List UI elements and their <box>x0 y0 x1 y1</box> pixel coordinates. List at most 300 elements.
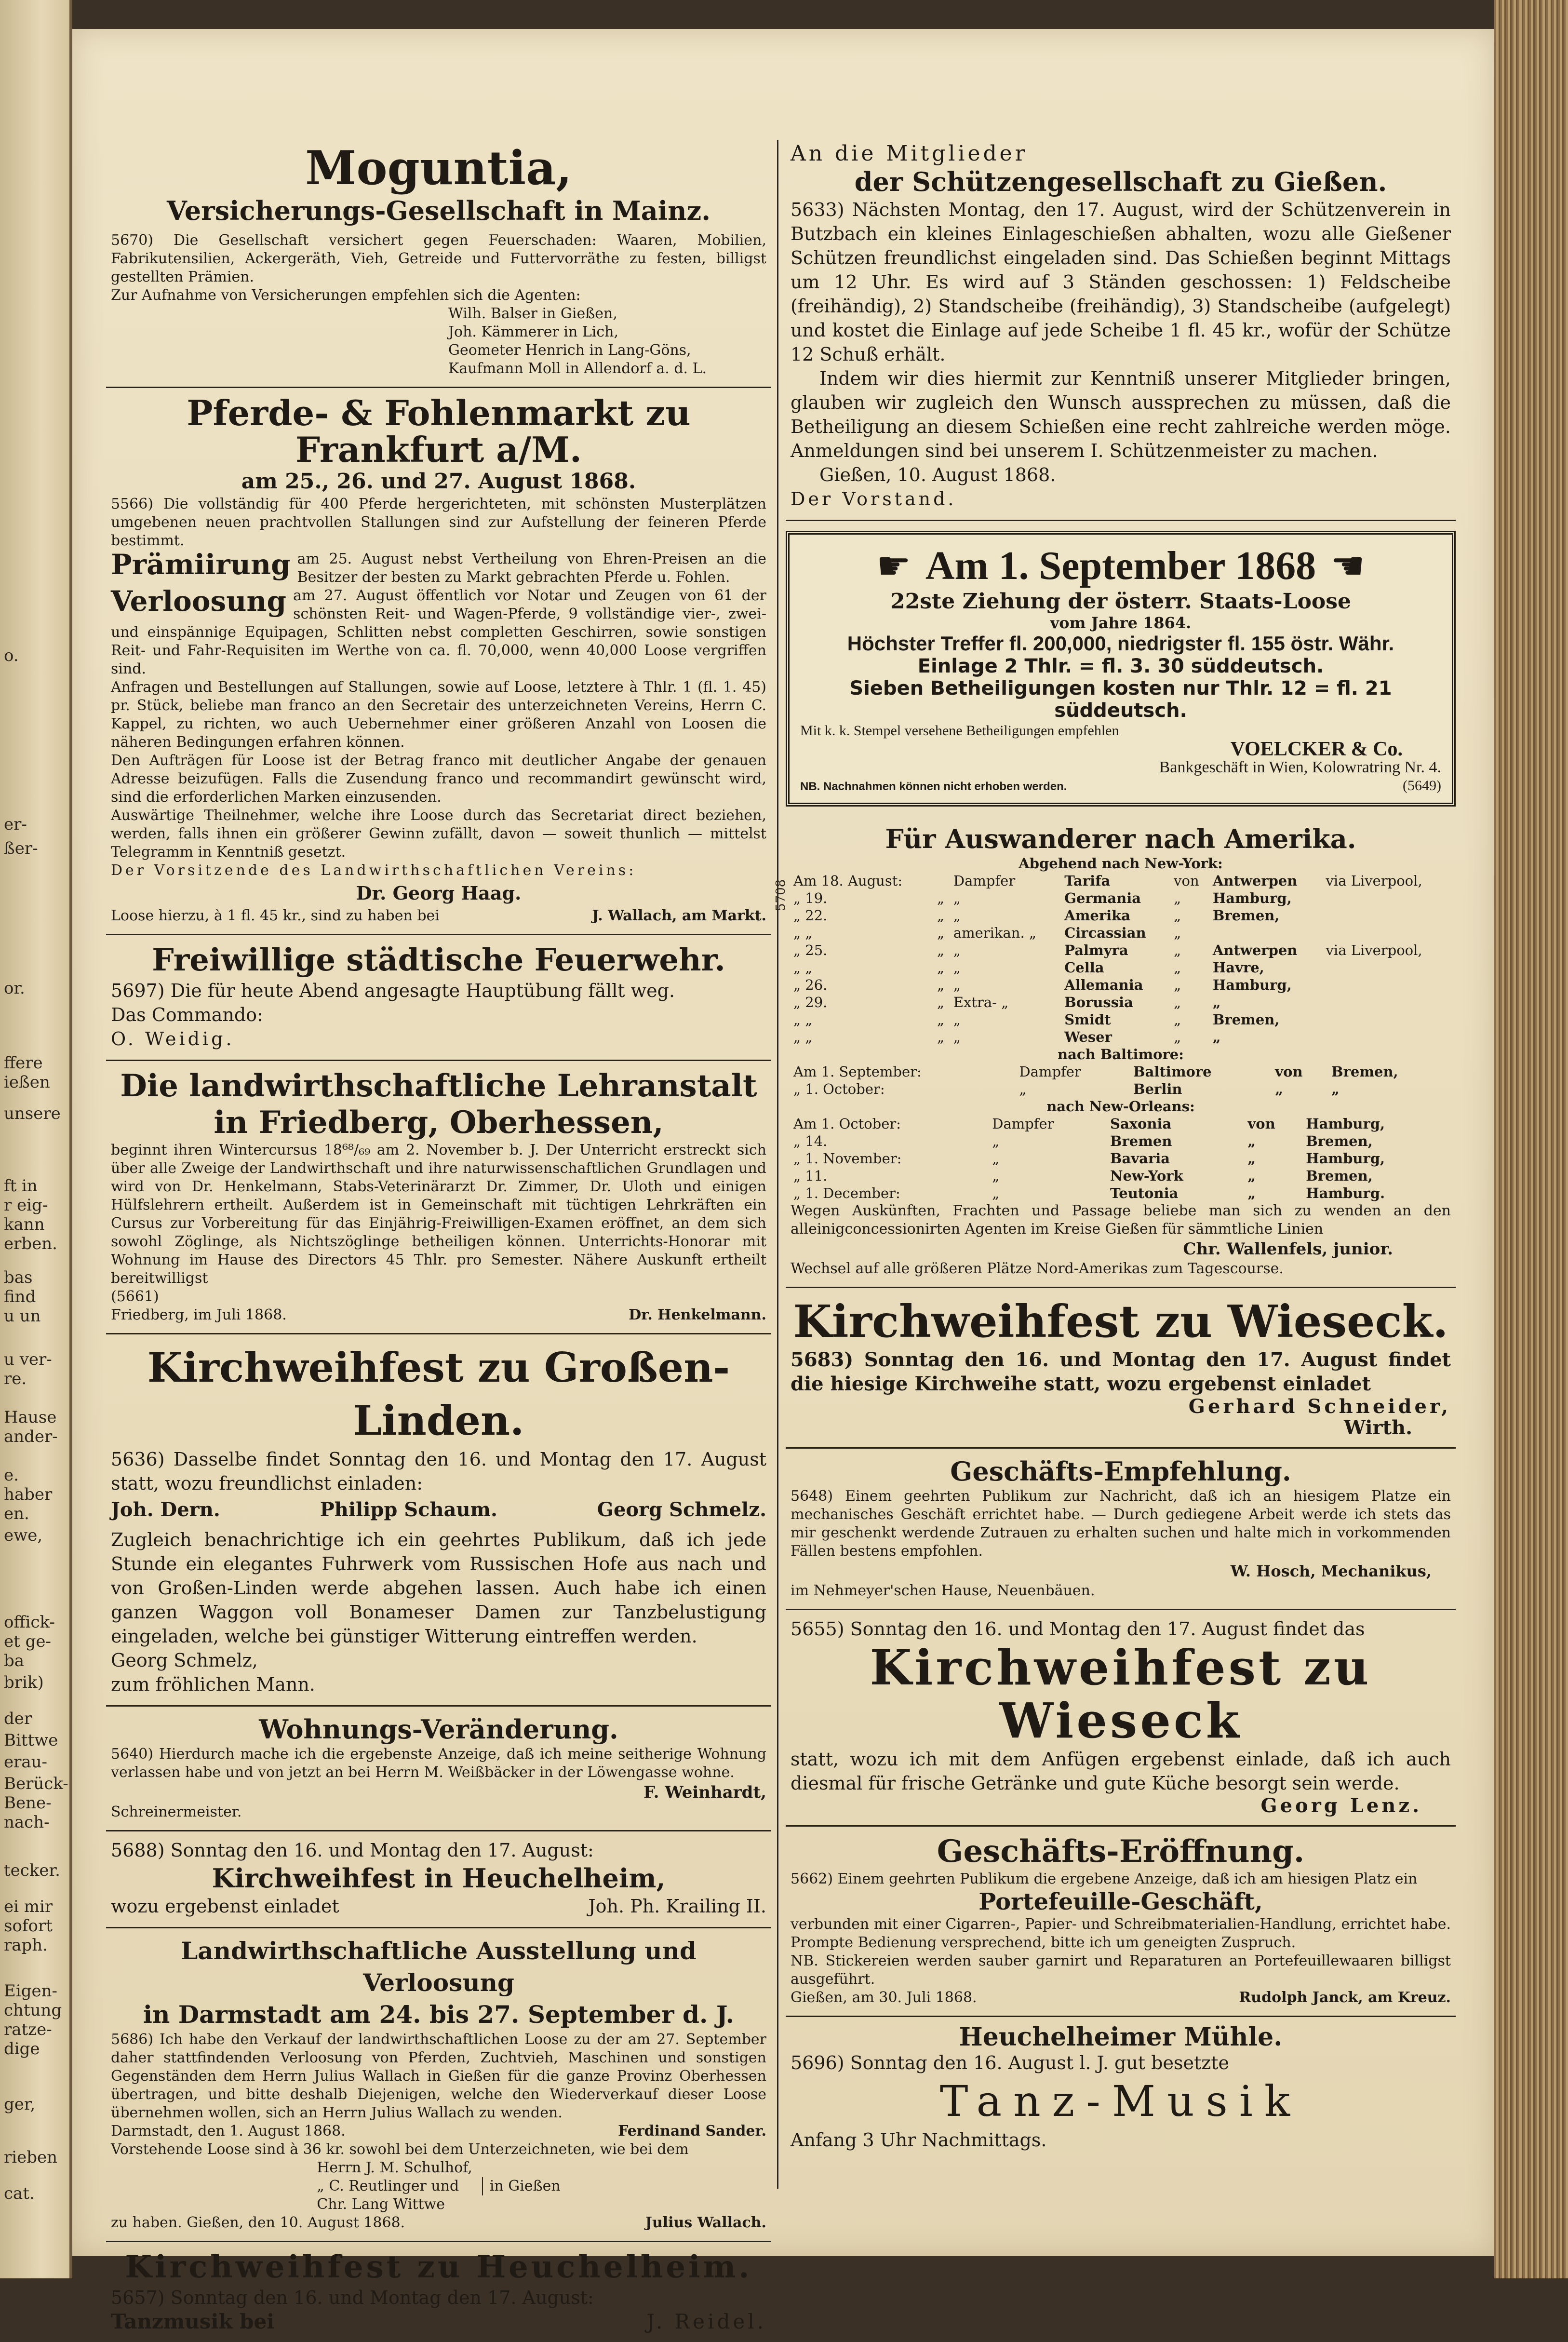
schedule-table-neworleans <box>791 1115 1451 1202</box>
note: Vorstehende Loose sind à 36 kr. sowohl bei dem Unterzeichneten, wie bei dem <box>111 2141 689 2158</box>
fragment-text: er- <box>4 815 27 834</box>
schedule-cell: „ <box>937 977 945 993</box>
sign: Wirth. <box>1344 1416 1412 1439</box>
schedule-cell: von <box>1174 873 1199 889</box>
fragment-text: erau- <box>4 1752 48 1772</box>
schedule-table-baltimore <box>791 1063 1451 1098</box>
sign: Der Vorstand. <box>791 488 957 510</box>
schedule-cell: von <box>1247 1116 1275 1132</box>
sign: W. Hosch, Mechanikus, <box>1230 1562 1432 1580</box>
ad-title: Kirchweihfest zu Großen-Linden. <box>147 1344 730 1444</box>
fragment-text: brik) <box>4 1673 44 1692</box>
ad-pferdemarkt <box>106 388 771 935</box>
schedule-cell: „ <box>937 890 945 906</box>
schedule-row <box>791 1132 1451 1150</box>
right-column <box>786 135 1456 2161</box>
schedule-cell: „ <box>937 1029 945 1045</box>
ad-title: Freiwillige städtische Feuerwehr. <box>152 942 725 978</box>
fragment-text: haber <box>4 1485 53 1504</box>
ad-title: in Friedberg, Oberhessen, <box>214 1104 664 1141</box>
music: Tanzmusik bei <box>111 2310 275 2333</box>
ad-lehranstalt <box>106 1061 771 1334</box>
side-number: 5708 <box>774 879 788 911</box>
schedule-cell <box>1323 976 1451 994</box>
ad-body: 5670) Die Gesellschaft versichert gegen Feuerschaden: Waaren, Mobilien, Fabrikutensilien, Ackergeräth, Vieh, Getreide und Futtervorräthe zu festen, billigst gestellten Prämien. <box>111 232 766 285</box>
agent: Kaufmann Moll in Allendorf a. d. L. <box>448 360 707 377</box>
fragment-text: ger, <box>4 2095 36 2114</box>
schedule-cell: Smidt <box>1064 1011 1111 1028</box>
schedule-row <box>791 959 1451 976</box>
place-line <box>791 1989 1451 2007</box>
lotto-nb: NB. Nachnahmen können nicht erhoben werden. <box>800 780 1067 793</box>
dealers-block <box>111 2159 766 2214</box>
schedule-cell: „ <box>937 925 945 941</box>
ad-body: 5683) Sonntag den 16. und Montag den 17. August findet die hiesige Kirchweihe statt, wozu ergebenst einladet <box>791 1348 1451 1395</box>
praemiirung <box>111 550 766 587</box>
ad-wieseck-1 <box>786 1288 1456 1449</box>
agents-list <box>111 305 766 378</box>
schedule-cell: „ „ <box>793 1029 813 1045</box>
schedule-cell <box>1323 959 1451 976</box>
lotto-address: Bankgeschäft in Wien, Kolowratring Nr. 4. <box>1159 758 1441 776</box>
schedule-cell: „ <box>1247 1133 1256 1149</box>
dealers-location: in Gießen <box>482 2177 561 2195</box>
schedule-cell: „ <box>953 977 961 993</box>
schedule-cell: „ 26. <box>793 977 828 993</box>
fragment-text: chtung <box>4 2001 62 2020</box>
praemiirung-text: am 25. August nebst Vertheilung von Ehren-Preisen an die Besitzer der besten zu Markt gebrachten Pferde u. Fohlen. <box>297 551 766 586</box>
exchange: Wechsel auf alle größeren Plätze Nord-Amerikas zum Tagescourse. <box>791 1260 1284 1277</box>
fragment-text: re. <box>4 1369 27 1388</box>
ad-grossen-linden <box>106 1334 771 1707</box>
fragment-text: ei mir <box>4 1897 53 1916</box>
schedule-cell: „ „ <box>793 959 813 976</box>
schedule-cell: Hamburg, <box>1212 890 1292 906</box>
schedule-cell: Antwerpen <box>1212 873 1298 889</box>
ad-line: 5688) Sonntag den 16. und Montag den 17. August: <box>111 1840 594 1861</box>
loose-seller: J. Wallach, am Markt. <box>592 907 766 924</box>
ad-intro: 5566) Die vollständig für 400 Pferde hergerichteten, mit schönsten Musterplätzen umgebenen neuen prachtvollen Stallungen sind zur Aufstellung der feineren Pferde bestimmt. <box>111 496 766 549</box>
fragment-text: kann <box>4 1215 45 1234</box>
fragment-text: tecker. <box>4 1861 60 1880</box>
schedule-cell: Circassian <box>1064 925 1146 941</box>
schedule-cell: „ <box>1174 959 1181 976</box>
paragraph: Anfragen und Bestellungen auf Stallungen, sowie auf Loose, letztere à Thlr. 1 (fl. 1. 45) pr. Stück, beliebe man franco an den Secretair des unterzeichneten Vereins, Herrn C. Kappel, zu richten, wo auch Uebernehmer einer größeren Anzahl von Loosen die näheren Bedingungen erfahren können. <box>111 679 766 751</box>
signer: Dr. Henkelmann. <box>629 1306 766 1323</box>
schedule-cell: via Liverpool, <box>1326 873 1422 889</box>
fragment-text: raph. <box>4 1936 48 1955</box>
fragment-text: bas <box>4 1268 33 1287</box>
fragment-text: ßer- <box>4 839 38 858</box>
ad-title: Kirchweihfest in Heuchelheim, <box>212 1863 666 1894</box>
date: Gießen, 10. August 1868. <box>819 464 1056 485</box>
schedule-cell: Saxonia <box>1110 1116 1172 1132</box>
ad-info: Wegen Auskünften, Frachten und Passage beliebe man sich zu wenden an den alleinigconcessionirten Agenten im Kreise Gießen für sämmtliche Linien <box>791 1202 1451 1238</box>
schedule-cell: Tarifa <box>1064 873 1111 889</box>
ad-moguntia <box>106 135 771 388</box>
fragment-text: o. <box>4 646 19 665</box>
schedule-cell: Bremen, <box>1212 1011 1280 1028</box>
schedule-cell <box>1323 924 1451 942</box>
chair-name: Dr. Georg Haag. <box>356 882 522 904</box>
ad-body: Indem wir dies hiermit zur Kenntniß unserer Mitglieder bringen, glauben wir zugleich den Wunsch aussprechen zu müssen, daß die Betheiligung an diesem Schießen eine recht zahlreiche werden möge. Anmeldungen sind bei unserem I. Schützenmeister zu machen. <box>791 368 1451 461</box>
fragment-text: u un <box>4 1306 41 1326</box>
ad-heuchelheim-kirchweih <box>106 1831 771 1928</box>
schedule-row <box>791 872 1451 889</box>
schedule-cell: „ 1. November: <box>793 1150 902 1167</box>
schedule-cell: New-York <box>1110 1168 1183 1184</box>
place: Friedberg, im Juli 1868. <box>111 1306 287 1323</box>
fragment-text: sofort <box>4 1916 53 1936</box>
schedule-cell: „ <box>953 890 961 906</box>
fragment-text: e. <box>4 1466 19 1485</box>
fragment-text: ießen <box>4 1073 50 1092</box>
fragment-text: ffere <box>4 1053 43 1073</box>
adjacent-page-fragment <box>0 0 72 2278</box>
chair-line: Der Vorsitzende des Landwirthschaftlichen Vereins: <box>111 862 637 879</box>
schedule-cell <box>1210 924 1323 942</box>
schedule-cell: „ <box>937 1011 945 1028</box>
schedule-cell: Dampfer <box>953 873 1016 889</box>
ad-dates: am 25., 26. und 27. August 1868. <box>241 469 636 494</box>
ad-line: 5655) Sonntag den 16. und Montag den 17. August findet das <box>791 1618 1365 1640</box>
fragment-text: rieben <box>4 2148 58 2167</box>
schedule-cell <box>1323 1028 1451 1046</box>
schedule-cell: „ <box>1174 925 1181 941</box>
fragment-text: Hause <box>4 1408 57 1427</box>
ad-body: 5648) Einem geehrten Publikum zur Nachricht, daß ich an hiesigem Platze ein mechanisches Geschäft errichtet habe. — Durch gediegene Arbeit werde ich stets das mir geschenkt werdende Zutrauen zu erhalten suchen und halte mich in vorkommenden Fällen bestens empfohlen. <box>791 1488 1451 1560</box>
sign: zum fröhlichen Mann. <box>111 1674 315 1695</box>
verloosung-label: Verloosung <box>111 585 287 618</box>
ad-title: in Darmstadt am 24. bis 27. September d. J. <box>143 2000 735 2029</box>
ad-lotto-box <box>786 531 1456 807</box>
schedule-cell: Cella <box>1064 959 1104 976</box>
newspaper-page <box>72 29 1494 2333</box>
fragment-text: dige <box>4 2039 40 2059</box>
ad-auswanderer <box>786 816 1456 1288</box>
schedule-cell: Allemania <box>1064 977 1143 993</box>
schedule-cell: „ <box>1174 890 1181 906</box>
ad-title: der Schützengesellschaft zu Gießen. <box>854 166 1387 197</box>
schedule-cell: „ <box>1174 977 1181 993</box>
host: Joh. Ph. Krailing II. <box>588 1896 766 1917</box>
invite-line <box>111 1894 766 1918</box>
schedule-cell: Baltimore <box>1133 1063 1212 1080</box>
ref: (5661) <box>111 1288 159 1305</box>
schedule-cell: Dampfer <box>992 1116 1054 1132</box>
schedule-cell: „ <box>937 907 945 924</box>
schedule-cell: Havre, <box>1212 959 1264 976</box>
fragment-text: ratze- <box>4 2020 52 2039</box>
fragment-text: Berück- <box>4 1774 68 1793</box>
fragment-text: unsere <box>4 1104 61 1123</box>
schedule-cell: Teutonia <box>1110 1185 1179 1201</box>
schedule-cell: amerikan. „ <box>953 925 1036 941</box>
schedule-row <box>791 1028 1451 1046</box>
ad-nb: NB. Stickereien werden sauber garnirt und Reparaturen an Portefeuillewaaren billigst ausgeführt. <box>791 1952 1451 1988</box>
schedule-cell <box>1323 1011 1451 1028</box>
fragment-text: Bittwe <box>4 1731 58 1750</box>
fragment-text: r eig- <box>4 1196 48 1215</box>
schedule-cell <box>934 872 951 889</box>
schedule-cell: „ <box>1019 1081 1027 1097</box>
schedule-row <box>791 1167 1451 1184</box>
agent: Chr. Wallenfels, junior. <box>1183 1239 1393 1259</box>
lotto-date: Am 1. September 1868 <box>925 543 1316 588</box>
schedule-cell: Antwerpen <box>1212 942 1298 958</box>
schedule-cell: „ <box>937 942 945 958</box>
schedule-cell: „ <box>992 1150 1000 1167</box>
schedule-cell <box>1323 907 1451 924</box>
ad-title: Wohnungs-Veränderung. <box>259 1714 618 1745</box>
lotto-line: vom Jahre 1864. <box>1050 614 1192 632</box>
schedule-row <box>791 907 1451 924</box>
schedule-cell: „ <box>1174 994 1181 1010</box>
schedule-cell: „ <box>1247 1150 1256 1167</box>
praemiirung-label: Prämiirung <box>111 548 291 581</box>
schedule-row <box>791 889 1451 907</box>
schedule-cell: „ <box>1331 1081 1340 1097</box>
schedule-cell: „ <box>992 1133 1000 1149</box>
avail-sign: Julius Wallach. <box>645 2214 766 2231</box>
fragment-text: en. <box>4 1504 29 1523</box>
host: Philipp Schaum. <box>320 1498 497 1521</box>
schedule-cell: Bremen, <box>1212 907 1280 924</box>
schedule-cell: Borussia <box>1064 994 1133 1010</box>
verloosung <box>111 587 766 678</box>
schedule-cell: „ <box>1174 1011 1181 1028</box>
paragraph: Auswärtige Theilnehmer, welche ihre Loose durch das Secretariat direct beziehen, werden, falls ihnen ein größerer Gewinn zufällt, davon — soweit thunlich — mittelst Telegramm in Kenntniß gesetzt. <box>111 807 766 861</box>
agent: Geometer Henrich in Lang-Göns, <box>448 342 691 359</box>
schedule-cell: Bremen <box>1110 1133 1172 1149</box>
ad-title: Für Auswanderer nach Amerika. <box>885 823 1356 854</box>
column-rule <box>777 140 778 2189</box>
schedule-cell: „ 22. <box>793 907 828 924</box>
host: J. Reidel. <box>646 2310 766 2333</box>
schedule-cell: „ 19. <box>793 890 828 906</box>
schedule-cell: „ <box>953 1029 961 1045</box>
host: Georg Schmelz. <box>597 1498 766 1521</box>
fragment-text: nach- <box>4 1813 50 1832</box>
agent: Wilh. Balser in Gießen, <box>448 305 617 322</box>
schedule-cell: „ <box>1275 1081 1283 1097</box>
schedule-row <box>791 1080 1451 1098</box>
schedule-cell: „ „ <box>793 1011 813 1028</box>
ad-body: 5697) Die für heute Abend angesagte Hauptübung fällt weg. <box>111 980 675 1001</box>
ad-heuchelheim-tanz <box>106 2242 771 2342</box>
ad-wohnung <box>106 1707 771 1831</box>
ad-subtitle: Versicherungs-Gesellschaft in Mainz. <box>166 195 711 226</box>
fragment-text: Bene- <box>4 1793 52 1813</box>
ad-title: Landwirthschaftliche Ausstellung und Verloosung <box>181 1937 697 1997</box>
sign: Gerhard Schneider, <box>1188 1395 1451 1418</box>
schedule-cell: Germania <box>1064 890 1141 906</box>
sign: Georg Lenz. <box>1260 1794 1422 1817</box>
ad-title: Pferde- & Fohlenmarkt zu Frankfurt a/M. <box>187 392 691 470</box>
sign: O. Weidig. <box>111 1028 235 1050</box>
schedule-cell: „ <box>1174 907 1181 924</box>
schedule-cell: „ <box>953 942 961 958</box>
schedule-cell: „ 11. <box>793 1168 828 1184</box>
schedule-cell: Hamburg, <box>1212 977 1292 993</box>
fragment-text: u ver- <box>4 1350 52 1369</box>
schedule-cell: Bremen, <box>1331 1063 1398 1080</box>
schedule-row <box>791 1150 1451 1167</box>
lotto-line: Mit k. k. Stempel versehene Betheiligungen empfehlen <box>800 723 1119 739</box>
ad-title: Heuchelheimer Mühle. <box>959 2022 1283 2052</box>
ad-body: 5633) Nächsten Montag, den 17. August, wird der Schützenverein in Butzbach ein kleines Einlageschießen abhalten, wozu alle Gießener Schützen freundlichst eingeladen sind. Das Schießen beginnt Mittags um 12 Uhr. Es wird auf 3 Ständen geschossen: 1) Feldscheibe (freihändig), 2) Standscheibe (freihändig), 3) Standscheibe (aufgelegt) und kostet die Einlage auf jede Scheibe 1 fl. 45 kr., wofür der Schütze 12 Schuß erhält. <box>791 199 1451 365</box>
pointing-hand-right-icon: ☛ <box>876 543 911 588</box>
sign: F. Weinhardt, <box>643 1783 766 1802</box>
start-time: Anfang 3 Uhr Nachmittags. <box>791 2129 1047 2151</box>
schedule-cell: Berlin <box>1133 1081 1182 1097</box>
schedule-cell: „ <box>1174 942 1181 958</box>
place-line <box>111 1306 766 1324</box>
avail: zu haben. Gießen, den 10. August 1868. <box>111 2214 405 2231</box>
schedule-heading: nach New-Orleans: <box>1046 1098 1195 1115</box>
ad-body: statt, wozu ich mit dem Anfügen ergebenst einlade, daß ich auch diesmal für frische Getränke und gute Küche besorgt sein werde. <box>791 1749 1451 1794</box>
ad-head: An die Mitglieder <box>791 141 1028 166</box>
music-line <box>111 2310 766 2333</box>
ad-title: Kirchweihfest zu Wieseck <box>870 1639 1372 1749</box>
lotto-head <box>800 542 1441 589</box>
fragment-text: Eigen- <box>4 1981 57 2001</box>
schedule-cell: Amerika <box>1064 907 1131 924</box>
avail-line <box>111 2214 766 2232</box>
dealer: Herrn J. M. Schulhof, <box>317 2159 472 2176</box>
fragment-text: der <box>4 1709 32 1728</box>
ad-ausstellung <box>106 1928 771 2242</box>
fragment-text: or. <box>4 979 25 998</box>
ad-body: 5640) Hierdurch mache ich die ergebenste Anzeige, daß ich meine seitherige Wohnung verlassen habe und von jetzt an bei Herrn M. Weißbäcker in der Löwengasse wohne. <box>111 1746 766 1781</box>
schedule-cell: „ <box>937 959 945 976</box>
schedule-row <box>791 1011 1451 1028</box>
schedule-cell: „ <box>1212 1029 1221 1045</box>
ad-geschaefts-empfehlung <box>786 1449 1456 1610</box>
schedule-cell: „ <box>953 1011 961 1028</box>
schedule-cell: Bavaria <box>1110 1150 1170 1167</box>
ad-title: Moguntia, <box>305 141 572 195</box>
ad-body: verbunden mit einer Cigarren-, Papier- und Schreibmaterialien-Handlung, errichtet habe. Prompte Bedienung versprechend, bitte ich um geneigten Zuspruch. <box>791 1916 1451 1951</box>
ad-schuetzen <box>786 135 1456 521</box>
schedule-row <box>791 942 1451 959</box>
schedule-cell: Dampfer <box>1019 1063 1081 1080</box>
loose-line <box>111 907 766 925</box>
paragraph: Den Aufträgen für Loose ist der Betrag franco mit deutlicher Angabe der genauen Adresse beizufügen. Falls die Zusendung franco und recommandirt gewünscht wird, sind die erforderlichen Marken einzusenden. <box>111 752 766 806</box>
schedule-cell <box>1323 994 1451 1011</box>
schedule-cell: „ <box>1247 1185 1256 1201</box>
schedule-row <box>791 1184 1451 1202</box>
schedule-cell: Hamburg, <box>1306 1116 1385 1132</box>
ad-body: 5636) Dasselbe findet Sonntag den 16. und Montag den 17. August statt, wozu freundlichst einladen: <box>111 1449 766 1494</box>
schedule-cell: via Liverpool, <box>1326 942 1422 958</box>
schedule-cell: „ <box>937 994 945 1010</box>
lotto-footer <box>800 777 1441 795</box>
fragment-text: ander- <box>4 1427 58 1446</box>
ad-feuerwehr <box>106 935 771 1061</box>
schedule <box>791 855 1451 1202</box>
schedule-cell: „ 25. <box>793 942 828 958</box>
schedule-cell: „ 14. <box>793 1133 828 1149</box>
schedule-cell: „ 1. December: <box>793 1185 900 1201</box>
lotto-line: Sieben Betheiligungen kosten nur Thlr. 12 = fl. 21 süddeutsch. <box>849 677 1392 722</box>
schedule-cell: Am 1. October: <box>793 1116 901 1132</box>
schedule-cell: Hamburg, <box>1306 1150 1385 1167</box>
agent: Joh. Kämmerer in Lich, <box>448 323 619 340</box>
dealer: „ C. Reutlinger und <box>317 2178 459 2194</box>
fragment-text: ewe, <box>4 1526 43 1545</box>
schedule-cell <box>1323 889 1451 907</box>
signer: Ferdinand Sander. <box>618 2123 766 2140</box>
ad-wieseck-2 <box>786 1610 1456 1827</box>
ad-title: Geschäfts-Empfehlung. <box>950 1456 1291 1487</box>
book-edge <box>1494 0 1568 2278</box>
ad-body: beginnt ihren Wintercursus 18⁶⁸/₆₉ am 2. November b. J. Der Unterricht erstreckt sich über alle Zweige der Landwirthschaft und ihre naturwissenschaftlichen Grundlagen und wird von Dr. Henkelmann, Stabs-Veterinärarzt Dr. Zimmer, Dr. Uloth und einigen Hülfslehrern ertheilt. Außerdem ist in Gemeinschaft mit tüchtigen Lehrkräften ein Cursus zur Vorbereitung für das Einjährig-Freiwilligen-Examen eröffnet, an dem sich sowohl Zöglinge, als Nichtszöglinge betheiligen können. Unterrichts-Honorar mit Wohnung im Hause des Directors 45 Thlr. pro Semester. Nähere Auskunft ertheilt bereitwilligst <box>111 1142 766 1287</box>
hosts <box>111 1498 766 1521</box>
schedule-heading: Abgehend nach New-York: <box>1019 855 1223 872</box>
ad-line: 5696) Sonntag den 16. August l. J. gut besetzte <box>791 2052 1229 2073</box>
schedule-cell: „ „ <box>793 925 813 941</box>
schedule-cell: „ <box>953 907 961 924</box>
lotto-line: Einlage 2 Thlr. = fl. 3. 30 süddeutsch. <box>917 655 1324 677</box>
fragment-text: find <box>4 1287 36 1306</box>
signer: Rudolph Janck, am Kreuz. <box>1239 1989 1451 2006</box>
ad-line: 5657) Sonntag den 16. und Montag den 17. August: <box>111 2287 594 2308</box>
schedule-cell: von <box>1275 1063 1303 1080</box>
ad-body: 5662) Einem geehrten Publikum die ergebene Anzeige, daß ich am hiesigen Platz ein <box>791 1871 1418 1887</box>
dealers <box>317 2159 472 2214</box>
schedule-cell: „ <box>953 959 961 976</box>
lotto-line: Höchster Treffer fl. 200,000, niedrigster fl. 155 östr. Währ. <box>847 632 1394 655</box>
ad-geschaefts-eroeffnung <box>786 1827 1456 2017</box>
schedule-row <box>791 1115 1451 1132</box>
schedule-cell: Am 1. September: <box>793 1063 922 1080</box>
schedule-cell: „ <box>992 1185 1000 1201</box>
schedule-cell: Palmyra <box>1064 942 1128 958</box>
schedule-row <box>791 994 1451 1011</box>
fragment-text: offick- <box>4 1613 55 1632</box>
place-line <box>111 2122 766 2140</box>
pointing-hand-left-icon: ☚ <box>1330 543 1365 588</box>
schedule-cell: Bremen, <box>1306 1133 1373 1149</box>
host: Joh. Dern. <box>111 1498 220 1521</box>
schedule-row <box>791 924 1451 942</box>
schedule-cell: „ <box>992 1168 1000 1184</box>
ad-title: Kirchweihfest zu Wieseck. <box>793 1295 1448 1347</box>
lotto-firm: VOELCKER & Co. <box>1230 738 1403 760</box>
invite: wozu ergebenst einladet <box>111 1896 339 1917</box>
fragment-text: erben. <box>4 1234 57 1253</box>
sign: im Nehmeyer'schen Hause, Neuenbäuen. <box>791 1582 1095 1599</box>
ad-body: Zugleich benachrichtige ich ein geehrtes Publikum, daß ich jede Stunde ein elegantes Fuhrwerk vom Russischen Hofe aus nach und von Großen-Linden werde abgehen lassen. Auch habe ich einen ganzen Waggon voll Bonameser Damen zur Tanzbelustigung eingeladen, welche bei günstiger Witterung eintreffen werden. <box>111 1529 766 1647</box>
ad-title: Die landwirthschaftliche Lehranstalt <box>120 1068 757 1104</box>
ad-muehle <box>786 2017 1456 2161</box>
fragment-text: ft in <box>4 1176 38 1196</box>
dealer: Chr. Lang Wittwe <box>317 2196 445 2213</box>
schedule-cell: Weser <box>1064 1029 1112 1045</box>
left-column <box>106 135 771 2342</box>
lotto-ref: (5649) <box>1403 778 1441 794</box>
place: Darmstadt, den 1. August 1868. <box>111 2123 346 2140</box>
schedule-cell: „ 29. <box>793 994 828 1010</box>
loose-text: Loose hierzu, à 1 fl. 45 kr., sind zu haben bei <box>111 907 440 924</box>
ad-title: Geschäfts-Eröffnung. <box>937 1833 1305 1870</box>
sign: Das Commando: <box>111 1004 263 1025</box>
fragment-text: et ge- <box>4 1632 51 1651</box>
shop-name: Portefeuille-Geschäft, <box>978 1888 1263 1915</box>
sign: Georg Schmelz, <box>111 1650 258 1671</box>
lotto-line: 22ste Ziehung der österr. Staats-Loose <box>890 589 1352 614</box>
